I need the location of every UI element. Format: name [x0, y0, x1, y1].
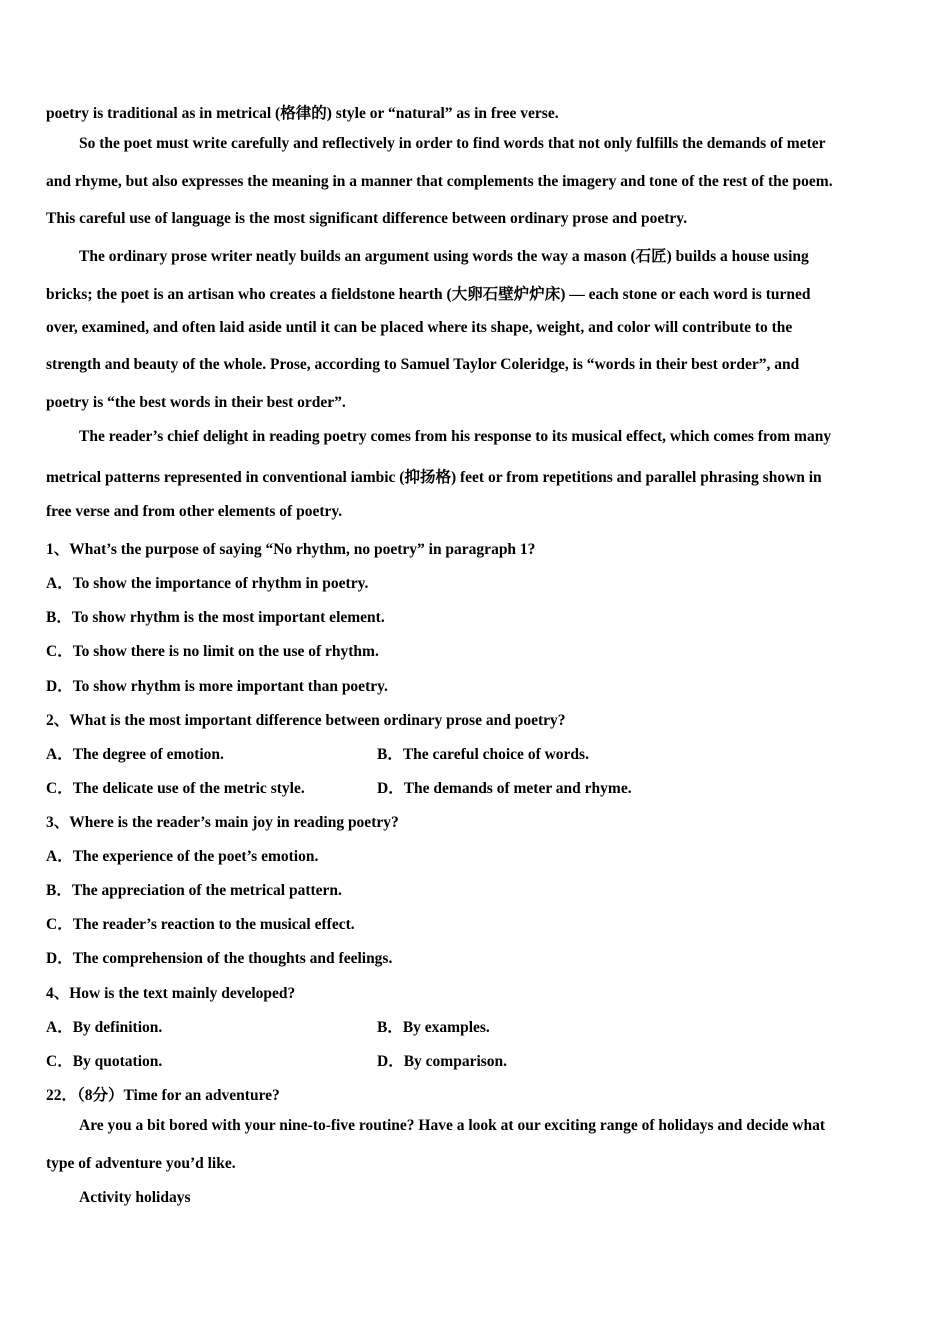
- question-stem: 4、How is the text mainly developed?: [46, 985, 296, 1002]
- passage-line: So the poet must write carefully and reflectively in order to find words that not only fulfills the demands of meter: [79, 135, 826, 152]
- answer-option: A．The degree of emotion.: [46, 746, 224, 763]
- passage-line: The reader’s chief delight in reading poetry comes from his response to its musical effect, which comes from many: [79, 428, 832, 445]
- answer-option: A．The experience of the poet’s emotion.: [46, 848, 319, 865]
- section-subheading: Activity holidays: [79, 1189, 191, 1206]
- answer-option: C．The reader’s reaction to the musical effect.: [46, 916, 355, 933]
- question-stem: 1、What’s the purpose of saying “No rhythm, no poetry” in paragraph 1?: [46, 541, 536, 558]
- passage-line: bricks; the poet is an artisan who creates a fieldstone hearth (大卵石壁炉炉床) — each stone or each word is turned: [46, 286, 811, 303]
- passage-line: strength and beauty of the whole. Prose, according to Samuel Taylor Coleridge, is “words in their best order”, and: [46, 356, 800, 373]
- answer-option: D．The comprehension of the thoughts and feelings.: [46, 950, 393, 967]
- passage-line: The ordinary prose writer neatly builds an argument using words the way a mason (石匠) builds a house using: [79, 248, 809, 265]
- answer-option: C．By quotation.: [46, 1053, 163, 1070]
- answer-option: C．To show there is no limit on the use of rhythm.: [46, 643, 379, 660]
- answer-option: D．The demands of meter and rhyme.: [377, 780, 632, 797]
- answer-option: C．The delicate use of the metric style.: [46, 780, 305, 797]
- passage-line: over, examined, and often laid aside until it can be placed where its shape, weight, and color will contribute to the: [46, 319, 793, 336]
- answer-option: D．To show rhythm is more important than poetry.: [46, 678, 388, 695]
- passage-line: poetry is “the best words in their best order”.: [46, 394, 346, 411]
- answer-option: B．By examples.: [377, 1019, 490, 1036]
- passage-line: This careful use of language is the most significant difference between ordinary prose and poetry.: [46, 210, 688, 227]
- answer-option: B．To show rhythm is the most important element.: [46, 609, 385, 626]
- section-intro-line: Are you a bit bored with your nine-to-five routine? Have a look at our exciting range of holidays and decide what: [79, 1117, 826, 1134]
- answer-option: B．The careful choice of words.: [377, 746, 589, 763]
- answer-option: B．The appreciation of the metrical pattern.: [46, 882, 342, 899]
- passage-line: poetry is traditional as in metrical (格律的) style or “natural” as in free verse.: [46, 105, 559, 122]
- question-stem: 2、What is the most important difference between ordinary prose and poetry?: [46, 712, 566, 729]
- answer-option: D．By comparison.: [377, 1053, 508, 1070]
- answer-option: A．By definition.: [46, 1019, 163, 1036]
- section-heading: 22．（8分）Time for an adventure?: [46, 1087, 280, 1104]
- answer-option: A．To show the importance of rhythm in poetry.: [46, 575, 369, 592]
- passage-line: metrical patterns represented in conventional iambic (抑扬格) feet or from repetitions and parallel phrasing shown in: [46, 469, 822, 486]
- passage-line: free verse and from other elements of poetry.: [46, 503, 343, 520]
- question-stem: 3、Where is the reader’s main joy in reading poetry?: [46, 814, 399, 831]
- passage-line: and rhyme, but also expresses the meaning in a manner that complements the imagery and tone of the rest of the poem.: [46, 173, 833, 190]
- section-intro-line: type of adventure you’d like.: [46, 1155, 236, 1172]
